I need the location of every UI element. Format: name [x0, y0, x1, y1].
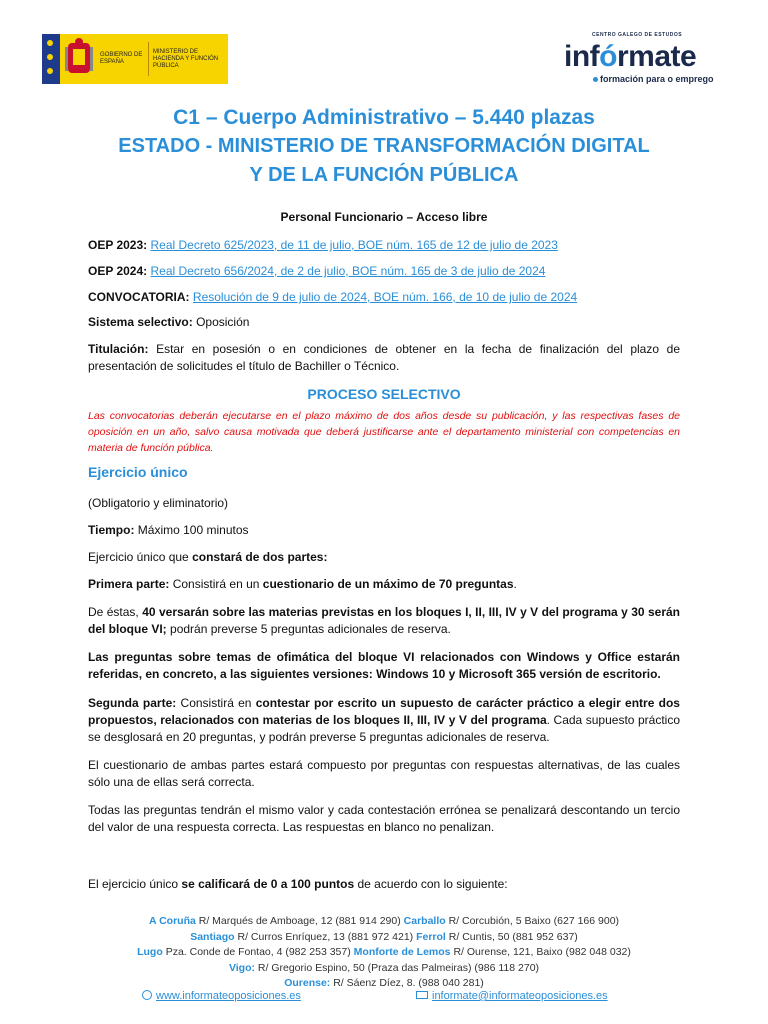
addr-ourense: R/ Sáenz Díez, 8. (988 040 281) — [333, 977, 484, 989]
addr-coruna: R/ Marqués de Amboage, 12 (881 914 290) — [198, 915, 401, 927]
titulacion-paragraph — [88, 341, 680, 375]
calif-pre: El ejercicio único — [88, 877, 179, 891]
calificacion-line — [88, 876, 680, 893]
coat-of-arms-icon — [64, 37, 94, 81]
ejercicio-heading: Ejercicio único — [88, 464, 188, 480]
primera-label: Primera parte: — [88, 577, 170, 591]
estas-bold: 40 versarán sobre las materias previstas en los bloques I, II, III, IV y V del programa y 30 serán del bloque VI; — [88, 605, 680, 636]
city-coruna: A Coruña — [148, 915, 196, 927]
segunda-pre: Consistirá en — [180, 696, 252, 710]
tiempo-value: Máximo 100 minutos — [137, 523, 249, 537]
primera-pre: Consistirá en un — [172, 577, 260, 591]
title-line-3: Y DE LA FUNCIÓN PÚBLICA — [249, 164, 519, 186]
brand-wordmark: infórmate — [564, 40, 697, 73]
subtitle: Personal Funcionario – Acceso libre — [280, 210, 488, 224]
gov-divider — [148, 42, 149, 76]
oep-2023-link[interactable]: Real Decreto 625/2023, de 11 de julio, BOE núm. 165 de 12 de julio de 2023 — [150, 238, 558, 252]
addr-carballo: R/ Corcubión, 5 Baixo (627 166 900) — [448, 915, 620, 927]
proceso-selectivo-heading: PROCESO SELECTIVO — [307, 386, 461, 402]
oep-2024-line — [88, 263, 680, 280]
convocatoria-line — [88, 289, 680, 306]
titulacion-value: Estar en posesión o en condiciones de obtener en la fecha de finalización del plazo de presentación de solicitudes el título de Bachiller o Técnico. — [88, 342, 680, 373]
segunda-post: . Cada supuesto práctico se desglosará en 20 preguntas, y podrán preverse 5 preguntas adicionales de reserva. — [88, 713, 681, 744]
addr-vigo: R/ Gregorio Espino, 50 (Praza das Palmeiras) (986 118 270) — [257, 961, 540, 974]
addr-lugo: Pza. Conde de Fontao, 4 (982 253 357) — [165, 946, 351, 958]
title-line-1: C1 – Cuerpo Administrativo – 5.440 plazas — [173, 106, 595, 129]
email-text: informate@informateoposiciones.es — [432, 990, 608, 1002]
proceso-note: Las convocatorias deberán ejecutarse en el plazo máximo de dos años desde su publicación, y las respectivas fases de oposición en un año, salvo causa motivada que deberá justificarse ante el departamento ministerial con competencias en materia de función pública. — [88, 410, 680, 454]
sistema-label: Sistema selectivo: — [88, 315, 193, 329]
convocatoria-label: CONVOCATORIA: — [88, 290, 190, 304]
title-line-2: ESTADO - MINISTERIO DE TRANSFORMACIÓN DIGITAL — [118, 135, 650, 157]
estas-paragraph — [88, 604, 680, 638]
primera-post: . — [513, 577, 517, 591]
obligatorio-line: (Obligatorio y eliminatorio) — [88, 496, 229, 510]
partes-line — [88, 549, 680, 566]
oep-2024-label: OEP 2024: — [88, 264, 148, 278]
titulacion-label: Titulación: — [88, 342, 149, 356]
footer-addresses — [0, 914, 768, 992]
page-title — [0, 104, 768, 189]
footer-line-1 — [0, 914, 768, 930]
sistema-value: Oposición — [196, 315, 250, 329]
website-text: www.informateoposiciones.es — [156, 990, 301, 1002]
segunda-label: Segunda parte: — [88, 696, 177, 710]
government-logo — [42, 34, 228, 84]
calif-post: de acuerdo con lo siguiente: — [357, 877, 508, 891]
city-santiago: Santiago — [190, 930, 235, 943]
calif-bold: se calificará de 0 a 100 puntos — [181, 877, 355, 891]
oep-2023-line — [88, 237, 680, 254]
segunda-parte-paragraph — [88, 695, 680, 746]
primera-parte-line — [88, 576, 680, 593]
email-link[interactable] — [416, 990, 608, 1002]
tiempo-line — [88, 522, 680, 539]
city-ferrol: Ferrol — [416, 930, 446, 943]
ministry-name: MINISTERIO DE HACIENDA Y FUNCIÓN PÚBLICA — [153, 48, 219, 69]
oep-2024-link[interactable]: Real Decreto 656/2024, de 2 de julio, BOE núm. 165 de 3 de julio de 2024 — [150, 264, 546, 278]
eu-flag-icon — [42, 34, 60, 84]
brand-dot-icon — [593, 77, 598, 82]
oep-2023-label: OEP 2023: — [88, 238, 148, 252]
footer-links — [0, 990, 768, 1006]
informate-logo — [560, 32, 730, 86]
partes-pre: Ejercicio único que — [88, 550, 189, 564]
city-lugo: Lugo — [137, 946, 163, 958]
city-carballo: Carballo — [403, 915, 446, 927]
valor-paragraph: Todas las preguntas tendrán el mismo valor y cada contestación errónea se penalizará descontando un tercio del valor de una respuesta correcta. Las respuestas en blanco no penalizan. — [88, 803, 680, 834]
addr-ferrol: R/ Cuntis, 50 (881 952 637) — [448, 930, 578, 943]
sistema-line — [88, 314, 680, 331]
footer-line-2 — [0, 930, 768, 946]
city-ourense: Ourense: — [284, 977, 331, 989]
website-link[interactable] — [142, 990, 301, 1002]
city-monforte: Monforte de Lemos — [353, 946, 451, 958]
addr-monforte: R/ Ourense, 121, Baixo (982 048 032) — [453, 946, 631, 958]
segunda-bold: contestar por escrito un supuesto de carácter práctico a elegir entre dos propuestos, relacionados con materias de los bloques II, III, IV y V del programa — [88, 696, 680, 727]
gov-name: GOBIERNO DE ESPAÑA — [100, 52, 143, 65]
tiempo-label: Tiempo: — [88, 523, 135, 537]
estas-pre: De éstas, — [88, 605, 139, 619]
addr-santiago: R/ Curros Enríquez, 13 (881 972 421) — [237, 930, 414, 943]
partes-bold: constará de dos partes: — [192, 550, 328, 564]
brand-tagline: formación para o emprego — [600, 74, 714, 84]
convocatoria-link[interactable]: Resolución de 9 de julio de 2024, BOE núm. 166, de 10 de julio de 2024 — [192, 290, 578, 304]
estas-post: podrán preverse 5 preguntas adicionales de reserva. — [170, 622, 451, 636]
cuestionario-paragraph: El cuestionario de ambas partes estará compuesto por preguntas con respuestas alternativas, de las cuales sólo una de ellas será correcta. — [88, 758, 680, 789]
footer-line-4 — [0, 961, 768, 977]
mail-icon — [416, 991, 428, 999]
globe-icon — [142, 990, 152, 1000]
city-vigo: Vigo: — [228, 961, 255, 974]
footer-line-3 — [0, 945, 768, 961]
brand-small-text: CENTRO GALEGO DE ESTUDOS — [592, 32, 683, 38]
primera-bold: cuestionario de un máximo de 70 preguntas — [262, 577, 514, 591]
ofimatica-paragraph: Las preguntas sobre temas de ofimática del bloque VI relacionados con Windows y Office estarán referidas, en concreto, a las siguientes versiones: Windows 10 y Microsoft 365 versión de escritorio. — [88, 650, 680, 681]
